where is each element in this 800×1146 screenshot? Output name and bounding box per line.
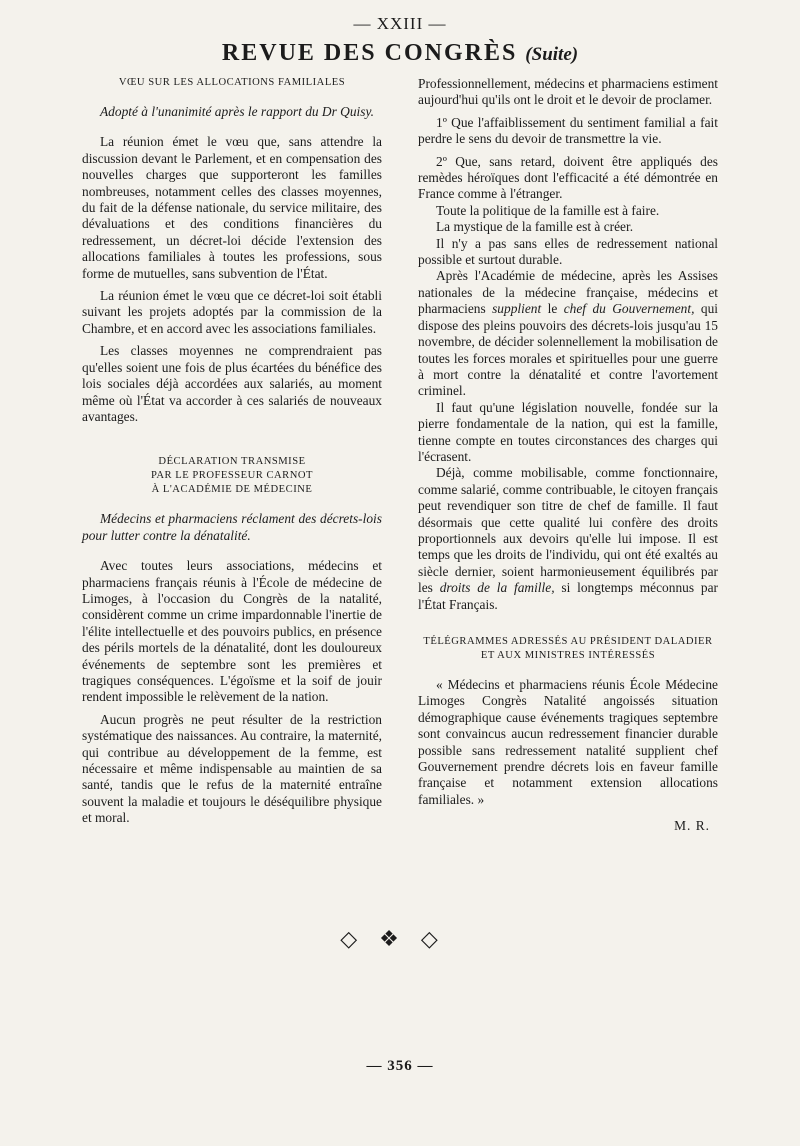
diamond-outline-icon: ◇ <box>340 926 380 951</box>
paragraph: Aucun progrès ne peut résulter de la restriction systématique des naissances. Au contraire, la maternité, qui contribue au développement de la femme, est nécessaire et même indispensable au maintien de sa santé, tandis que le refus de la maternité entraîne souvent la maladie et toujours le déséquilibre physique et moral. <box>82 711 382 826</box>
paragraph: 2º Que, sans retard, doivent être appliqués des remèdes héroïques dont l'efficacité a été démontrée en France comme à l'étranger. <box>418 153 718 202</box>
diamond-ornate-icon: ❖ <box>379 926 421 951</box>
left-column <box>82 76 382 827</box>
text-run-italic: droits de la famille, <box>439 580 555 596</box>
section-title-telegrams-2: ET AUX MINISTRES INTÉRESSÉS <box>480 650 656 661</box>
section-subtitle-declaration: Médecins et pharmaciens réclament des décrets-lois pour lutter contre la dénatalité. <box>82 511 382 543</box>
paragraph: Toute la politique de la famille est à faire. <box>436 202 660 218</box>
paragraph: La mystique de la famille est à créer. <box>436 219 634 235</box>
text-run: Après l'Académie de médecine, après les Assises nationales de la médecine française, médecins et pharmaciens <box>418 268 718 317</box>
paragraph: La réunion émet le vœu que, sans attendre la discussion devant le Parlement, et en compensation des nouvelles charges que supporteront les familles nombreuses, notamment celles des classes moyennes, du fait de la défense nationale, du service militaire, des dévaluations et des conditions financières du redressement, un décret-loi décide l'extension des allocations familiales à toutes les professions, sous forme de mutuelles, sans subvention de l'État. <box>82 134 382 281</box>
text-run: le <box>541 301 564 317</box>
section-title-telegrams-1: TÉLÉGRAMMES ADRESSÉS AU PRÉSIDENT DALADIER <box>423 636 713 647</box>
text-run: Déjà, comme mobilisable, comme fonctionnaire, comme salarié, comme contribuable, le citoyen français peut revendiquer son titre de chef de famille. Il faut désormais que cette qualité lui confère des droits proportionnels aux devoirs qu'elle lui impose. Il est temps que les droits de l'individu, qui ont été exaltés au siècle dernier, soient harmonieusement équilibrés par les <box>418 465 718 596</box>
title-main: REVUE DES CONGRÈS <box>221 40 518 66</box>
page-number: — 356 — <box>366 1058 434 1074</box>
signature: M. R. <box>674 818 710 834</box>
paragraph: Avec toutes leurs associations, médecins et pharmaciens français réunis à l'École de médecine de Limoges, à l'occasion du Congrès de la natalité, considèrent comme un crime impardonnable l'inertie de l'élite intellectuelle et des pouvoirs publics, en présence des périls mortels de la dénatalité, dont les douloureux événements de septembre sont les premières et tragiques conséquences. L'égoïsme et la soif de jouir rendent impossible le relèvement de la nation. <box>82 558 382 705</box>
paragraph: La réunion émet le vœu que ce décret-loi soit établi suivant les projets adoptés par la commission de la Chambre, et en accord avec les associations familiales. <box>82 288 382 336</box>
right-column <box>418 76 718 835</box>
text-run-italic: chef du Gouvernement, <box>563 301 695 317</box>
diamond-outline-icon: ◇ <box>420 926 460 951</box>
paragraph: Il n'y a pas sans elles de redressement national possible et surtout durable. <box>418 235 718 268</box>
paragraph: Professionnellement, médecins et pharmaciens estiment aujourd'hui qu'ils ont le droit et le devoir de proclamer. <box>418 76 718 108</box>
text-run: si longtemps méconnus par l'État Français. <box>418 580 718 612</box>
title-suffix: (Suite) <box>525 44 579 65</box>
section-title-allocations: VŒU SUR LES ALLOCATIONS FAMILIALES <box>118 77 346 88</box>
page-title <box>0 40 800 67</box>
section-subtitle-allocations: Adopté à l'unanimité après le rapport du Dr Quisy. <box>100 104 375 119</box>
paragraph: 1º Que l'affaiblissement du sentiment familial a fait perdre le sens du devoir de transmettre la vie. <box>418 114 718 147</box>
text-run: qui dispose des pleins pouvoirs des décrets-lois jusqu'au 15 novembre, de décider solennellement la mobilisation de toutes les forces morales et spirituelles pour une guerre à mort contre la dénatalité et contre l'avortement criminel. <box>418 301 718 399</box>
section-title-declaration-2: PAR LE PROFESSEUR CARNOT <box>150 470 314 482</box>
ornament <box>0 926 800 952</box>
section-title-declaration-1: DÉCLARATION TRANSMISE <box>158 456 306 468</box>
section-title-declaration-3: À L'ACADÉMIE DE MÉDECINE <box>151 484 313 496</box>
telegram-text: « Médecins et pharmaciens réunis École Médecine Limoges Congrès Natalité angoissés situation démographique cause événements tragiques septembre sont convaincus aucun redressement financier durable possible sans redressement natalité supplient chef Gouvernement prendre décrets lois en faveur famille française et notamment extension allocations familiales. » <box>418 677 718 807</box>
page-roman-numeral: — XXIII — <box>353 14 447 33</box>
text-run-italic: supplient <box>492 301 542 317</box>
paragraph: Les classes moyennes ne comprendraient pas qu'elles soient une fois de plus écartées du bénéfice des lois sociales déjà accordées aux salariés, au moment même où l'État va accorder à ces salariés de nouveaux avantages. <box>82 343 382 424</box>
paragraph <box>418 268 718 399</box>
paragraph: Il faut qu'une législation nouvelle, fondée sur la pierre fondamentale de la nation, qui est la famille, tienne compte en toutes circonstances des charges qui l'écrasent. <box>418 399 718 464</box>
paragraph <box>418 465 718 613</box>
